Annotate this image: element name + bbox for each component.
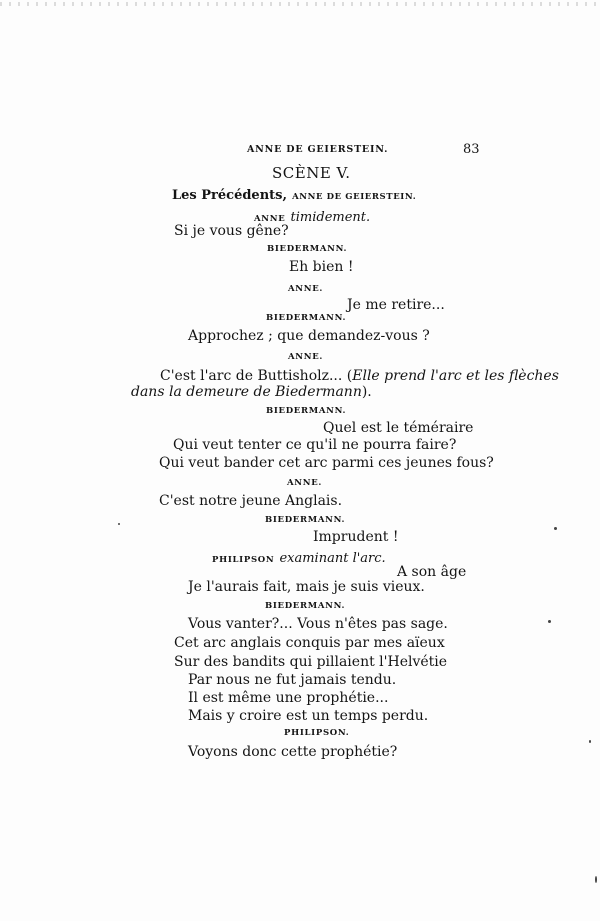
scan-speck xyxy=(554,527,557,530)
running-head: ANNE DE GEIERSTEIN. xyxy=(247,144,389,155)
scene-title: SCÈNE V. xyxy=(272,164,351,182)
verse-line: Approchez ; que demandez-vous ? xyxy=(188,328,430,344)
cast-lead: Les Précédents, xyxy=(172,188,288,203)
speaker-name: BIEDERMANN. xyxy=(265,515,346,525)
speaker-name: BIEDERMANN. xyxy=(266,406,347,416)
scan-speck xyxy=(595,876,597,883)
verse-line xyxy=(131,385,372,399)
verse-line: Mais y croire est un temps perdu. xyxy=(188,708,429,724)
verse-line: Eh bien ! xyxy=(289,259,354,275)
verse-line: Je me retire... xyxy=(347,297,445,313)
verse-line: Qui veut tenter ce qu'il ne pourra faire? xyxy=(173,437,457,453)
verse-line: A son âge xyxy=(397,564,467,580)
stage-direction: examinant l'arc. xyxy=(279,551,386,566)
verse-line: Voyons donc cette prophétie? xyxy=(188,744,398,760)
speaker-name: ANNE. xyxy=(288,284,324,294)
speaker-name: BIEDERMANN. xyxy=(266,313,347,323)
verse-line: Qui veut bander cet arc parmi ces jeunes fous? xyxy=(159,455,494,471)
verse-line: Sur des bandits qui pillaient l'Helvétie xyxy=(174,654,448,670)
speaker-name: ANNE xyxy=(254,214,286,224)
cast-name: ANNE DE GEIERSTEIN. xyxy=(292,192,417,202)
verse-text: ). xyxy=(361,384,372,400)
scan-speck xyxy=(589,740,591,743)
scan-speck xyxy=(548,620,551,623)
scan-speck xyxy=(118,523,120,525)
speaker-name: ANNE. xyxy=(287,478,323,488)
verse-line: Par nous ne fut jamais tendu. xyxy=(188,672,397,688)
verse-line: C'est notre jeune Anglais. xyxy=(159,493,343,509)
stage-direction: timidement. xyxy=(290,210,371,225)
page-number: 83 xyxy=(463,142,480,157)
stage-direction: Elle prend l'arc et les flèches xyxy=(352,368,559,384)
speaker-name: PHILIPSON. xyxy=(284,728,350,738)
verse-line: Vous vanter?... Vous n'êtes pas sage. xyxy=(188,616,448,632)
verse-text: C'est l'arc de Buttisholz... ( xyxy=(160,368,353,384)
speaker-name: PHILIPSON xyxy=(212,555,275,565)
verse-line: Quel est le téméraire xyxy=(323,420,474,436)
speaker-name: ANNE. xyxy=(288,352,324,362)
verse-line xyxy=(160,369,559,383)
speaker-heading xyxy=(254,208,370,224)
verse-line: Si je vous gêne? xyxy=(174,223,289,239)
verse-line: Cet arc anglais conquis par mes aïeux xyxy=(174,635,445,651)
speaker-name: BIEDERMANN. xyxy=(265,601,346,611)
speaker-heading xyxy=(212,549,386,565)
speaker-name: BIEDERMANN. xyxy=(267,244,348,254)
verse-line: Imprudent ! xyxy=(313,529,399,545)
verse-line: Je l'aurais fait, mais je suis vieux. xyxy=(188,579,425,595)
verse-line: Il est même une prophétie... xyxy=(188,690,389,706)
scan-edge-noise xyxy=(0,2,600,6)
scene-cast xyxy=(172,186,416,202)
stage-direction: dans la demeure de Biedermann xyxy=(131,384,362,400)
